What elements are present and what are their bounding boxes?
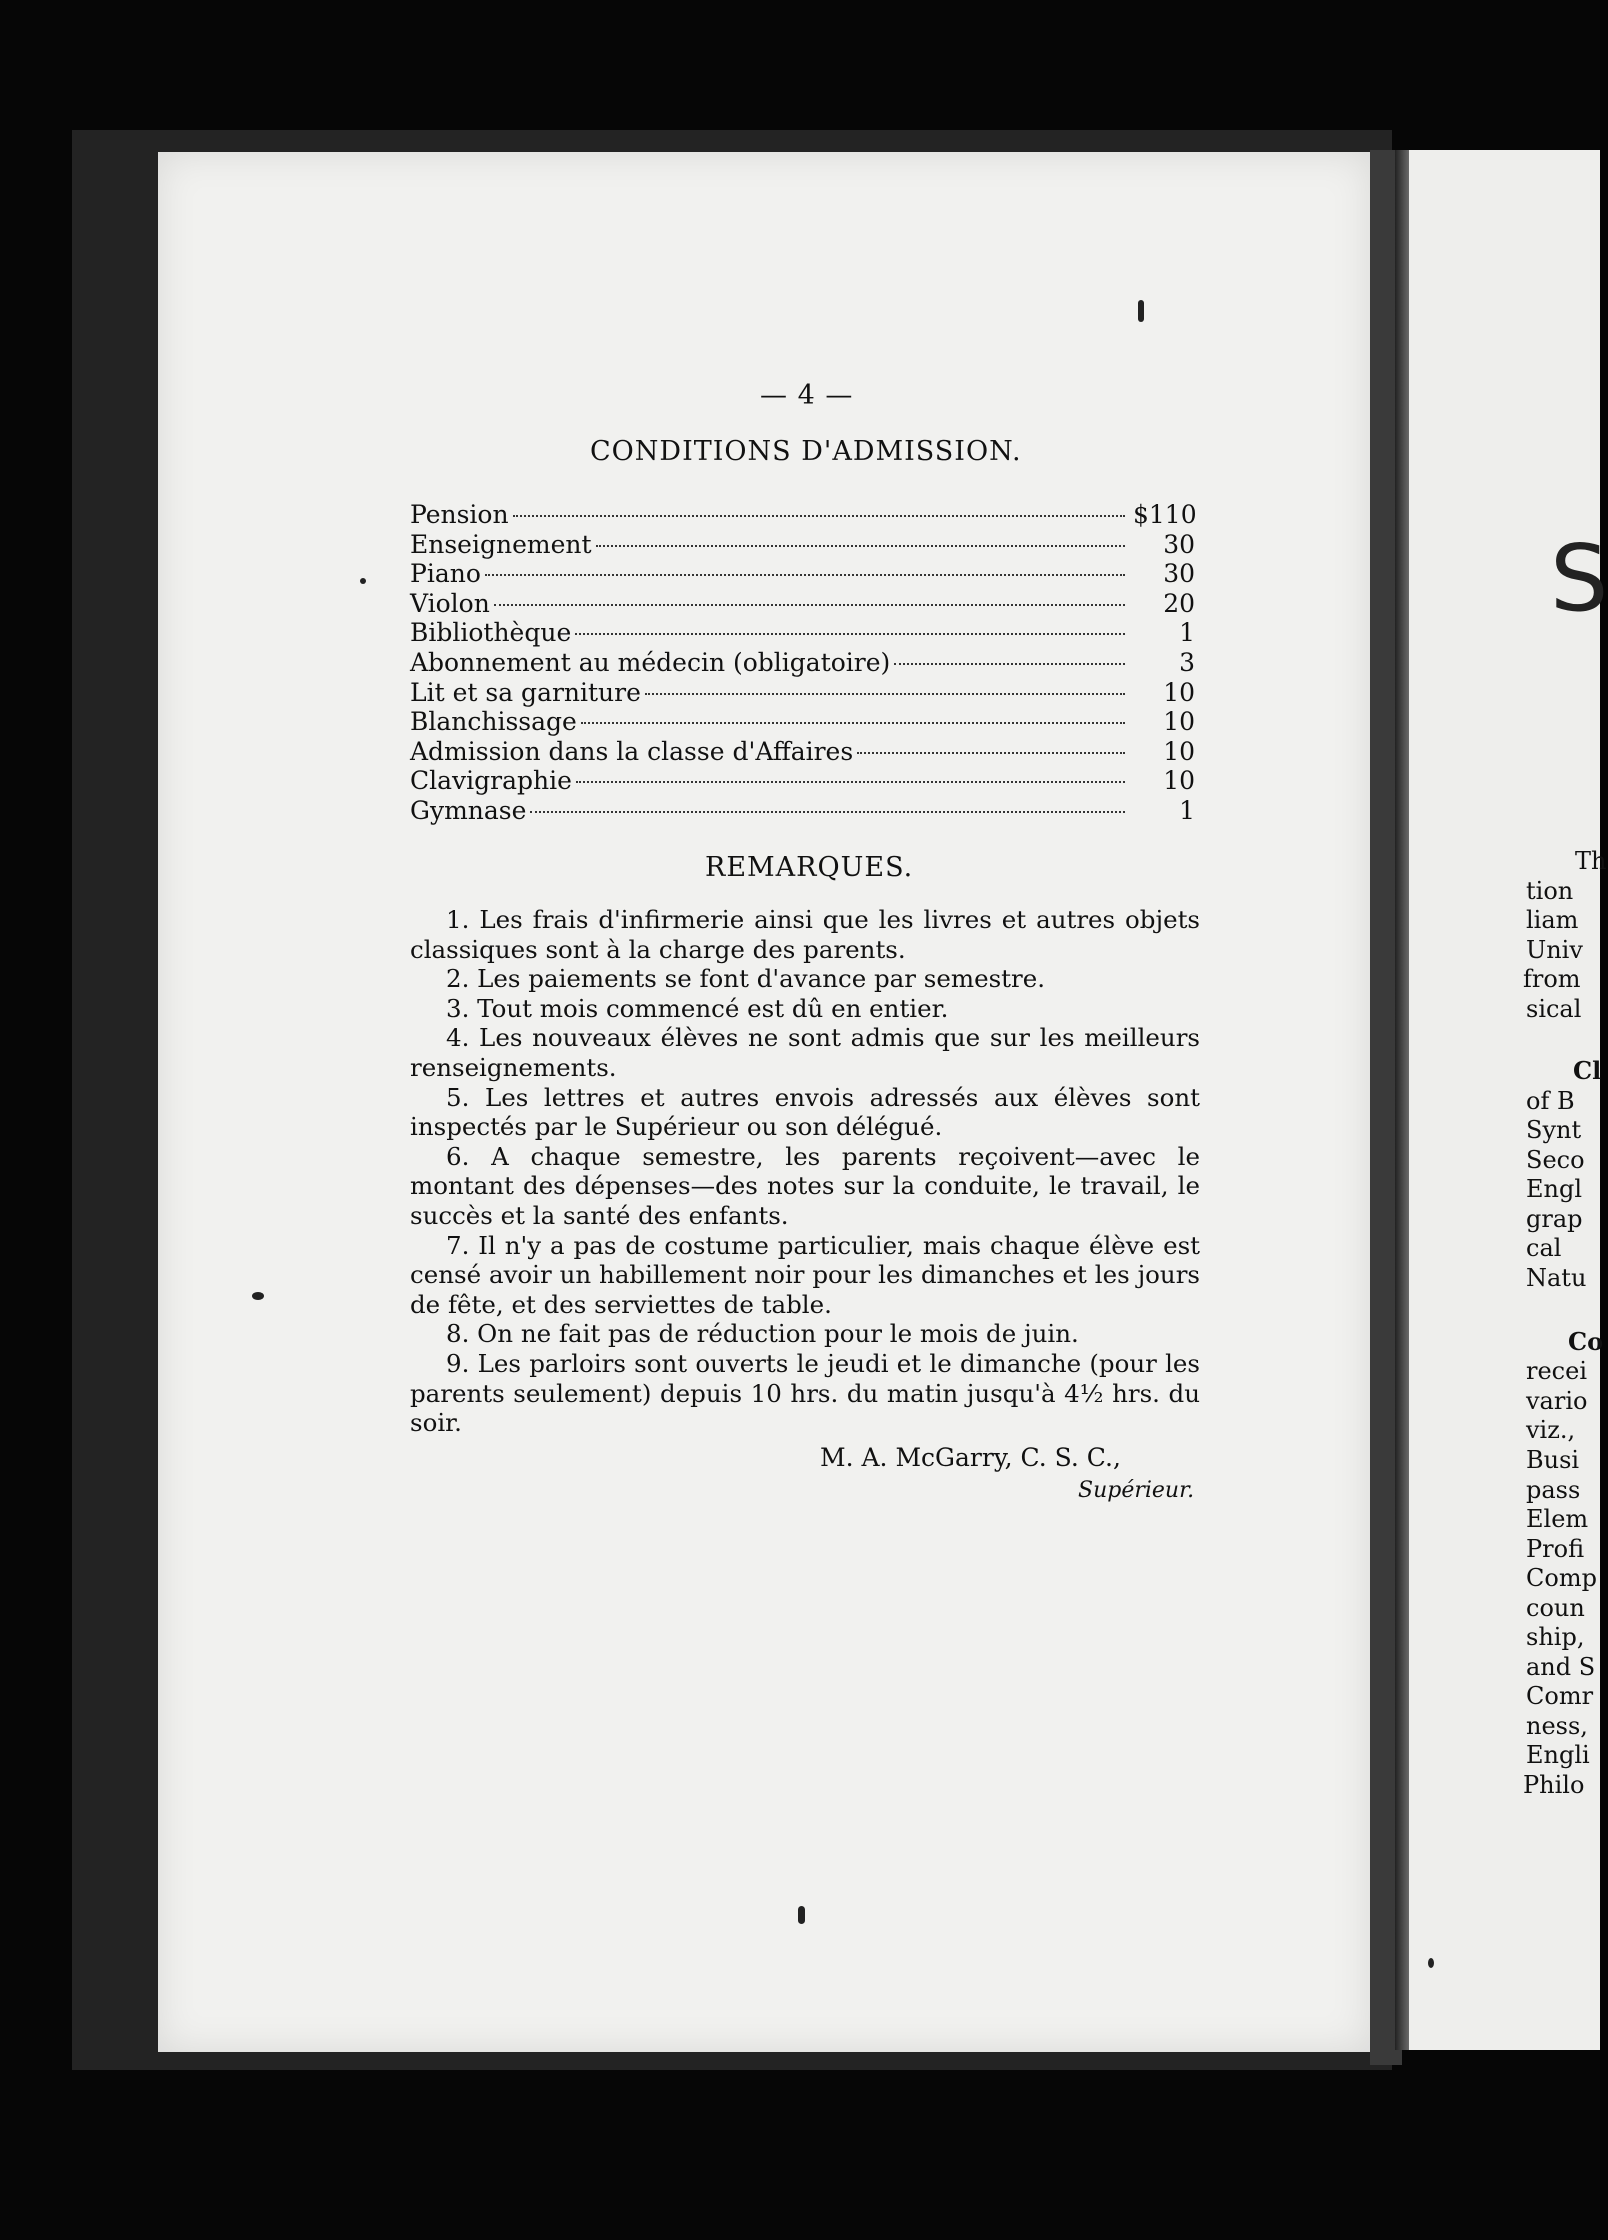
fee-amount: $110 xyxy=(1133,500,1197,529)
ink-speck xyxy=(252,1292,264,1300)
facing-page-fragment: vario xyxy=(1526,1387,1588,1415)
fee-amount: 30 xyxy=(1163,559,1195,589)
fee-amount: 1 xyxy=(1179,618,1195,648)
fee-label: Violon xyxy=(410,588,490,618)
fee-label: Gymnase xyxy=(410,795,527,825)
dot-leader xyxy=(581,722,1125,724)
dot-leader xyxy=(513,515,1125,517)
ink-speck xyxy=(360,578,366,584)
remark-item: 3. Tout mois commencé est dû en entier. xyxy=(446,993,949,1023)
facing-page-fragment: from xyxy=(1523,965,1581,993)
facing-page-fragment: and S xyxy=(1526,1653,1596,1681)
ink-speck xyxy=(798,1906,805,1924)
facing-page-fragment: Th xyxy=(1575,847,1607,875)
fee-row-enseignement xyxy=(410,530,1195,560)
facing-page-fragment: liam xyxy=(1526,906,1579,934)
dot-leader xyxy=(857,752,1125,754)
remarks-list xyxy=(410,905,1200,1438)
remark-item: 1. Les frais d'infirmerie ainsi que les livres et autres objets classiques sont à la charge des parents. xyxy=(410,905,1200,964)
facing-page-fragment: of B xyxy=(1526,1087,1575,1115)
facing-page-fragment: Comr xyxy=(1526,1682,1594,1710)
dot-leader xyxy=(576,781,1125,783)
fee-amount: 10 xyxy=(1163,707,1195,737)
fee-row-gymnase xyxy=(410,796,1195,826)
facing-page-fragment: Synt xyxy=(1526,1116,1582,1144)
fee-label: Blanchissage xyxy=(410,707,577,737)
fee-row-clavigraphie xyxy=(410,766,1195,796)
remark-item: 5. Les lettres et autres envois adressés aux élèves sont inspectés par le Supérieur ou son délégué. xyxy=(410,1082,1200,1142)
facing-page-fragment: Univ xyxy=(1526,936,1583,964)
facing-page-fragment: tion xyxy=(1526,877,1574,905)
fee-amount: 30 xyxy=(1163,529,1195,559)
facing-page-fragment: Natu xyxy=(1526,1264,1587,1292)
dot-leader xyxy=(494,604,1125,606)
facing-page-fragment: pass xyxy=(1526,1476,1581,1504)
fee-amount: 20 xyxy=(1163,588,1195,618)
fee-table xyxy=(410,500,1195,826)
facing-page-fragment: Elem xyxy=(1526,1505,1589,1533)
fee-amount: 10 xyxy=(1163,677,1195,707)
page-fold xyxy=(1395,150,1409,2050)
page-number: — 4 — xyxy=(760,380,854,411)
facing-page-fragment: grap xyxy=(1526,1205,1583,1233)
fee-label: Admission dans la classe d'Affaires xyxy=(410,736,854,766)
remark-item: 9. Les parloirs sont ouverts le jeudi et le dimanche (pour les parents seulement) depuis 10 hrs. du matin jusqu'à 4½ hrs. du soir. xyxy=(410,1348,1200,1438)
remark-item: 2. Les paiements se font d'avance par semestre. xyxy=(446,964,1045,994)
fee-row-affaires xyxy=(410,737,1195,767)
facing-page-fragment: Busi xyxy=(1526,1446,1580,1474)
facing-page-fragment: Engli xyxy=(1526,1741,1590,1769)
signature-name: M. A. McGarry, C. S. C., xyxy=(820,1443,1121,1472)
fee-amount: 3 xyxy=(1179,647,1195,677)
facing-page-fragment: Cl xyxy=(1573,1056,1602,1085)
page-title: CONDITIONS D'ADMISSION. xyxy=(590,436,1022,467)
dot-leader xyxy=(894,663,1125,665)
remarks-heading: REMARQUES. xyxy=(705,852,914,883)
dot-leader xyxy=(596,545,1125,547)
fee-row-piano xyxy=(410,559,1195,589)
facing-page-fragment: Seco xyxy=(1526,1146,1585,1174)
dot-leader xyxy=(485,574,1125,576)
fee-amount: 10 xyxy=(1163,766,1195,796)
fee-amount: 10 xyxy=(1163,736,1195,766)
fee-row-lit xyxy=(410,678,1195,708)
ink-speck xyxy=(1138,300,1144,322)
fee-row-violon xyxy=(410,589,1195,619)
facing-page-fragment: Comp xyxy=(1526,1564,1597,1592)
fee-label: Piano xyxy=(410,559,481,589)
facing-page-fragment: sical xyxy=(1526,995,1582,1023)
facing-page-fragment: cal xyxy=(1526,1234,1562,1262)
facing-page-fragment: viz., xyxy=(1526,1416,1576,1444)
fee-row-medecin xyxy=(410,648,1195,678)
fee-label: Lit et sa garniture xyxy=(410,677,641,707)
ink-speck xyxy=(1428,1958,1434,1968)
fee-row-blanchissage xyxy=(410,707,1195,737)
dot-leader xyxy=(530,811,1125,813)
remark-item: 4. Les nouveaux élèves ne sont admis que sur les meilleurs renseignements. xyxy=(410,1023,1200,1082)
facing-page-fragment: Profi xyxy=(1526,1535,1585,1563)
fee-amount: 1 xyxy=(1179,795,1195,825)
fee-label: Enseignement xyxy=(410,529,592,559)
dot-leader xyxy=(645,693,1125,695)
fee-row-bibliotheque xyxy=(410,618,1195,648)
facing-page-initial: S xyxy=(1550,525,1608,632)
fee-label: Abonnement au médecin (obligatoire) xyxy=(410,647,891,677)
fee-label: Pension xyxy=(410,500,509,529)
dot-leader xyxy=(575,633,1125,635)
signature-title: Supérieur. xyxy=(1078,1478,1195,1503)
facing-page-fragment: Co xyxy=(1568,1327,1604,1356)
remark-item: 8. On ne fait pas de réduction pour le mois de juin. xyxy=(446,1319,1079,1349)
facing-page-fragment: coun xyxy=(1526,1594,1585,1622)
fee-label: Clavigraphie xyxy=(410,766,572,796)
facing-page-fragment: ship, xyxy=(1526,1623,1585,1651)
facing-page-fragment: Engl xyxy=(1526,1175,1583,1203)
remark-item: 6. A chaque semestre, les parents reçoivent—avec le montant des dépenses—des notes sur la conduite, le travail, le succès et la santé des enfants. xyxy=(410,1141,1200,1230)
fee-row-pension xyxy=(410,500,1195,530)
facing-page-fragment: recei xyxy=(1526,1357,1587,1385)
facing-page-fragment: ness, xyxy=(1526,1712,1588,1740)
fee-label: Bibliothèque xyxy=(410,618,572,648)
remark-item: 7. Il n'y a pas de costume particulier, mais chaque élève est censé avoir un habillement noir pour les dimanches et les jours de fête, et des serviettes de table. xyxy=(410,1230,1200,1319)
facing-page-fragment: Philo xyxy=(1523,1771,1585,1799)
